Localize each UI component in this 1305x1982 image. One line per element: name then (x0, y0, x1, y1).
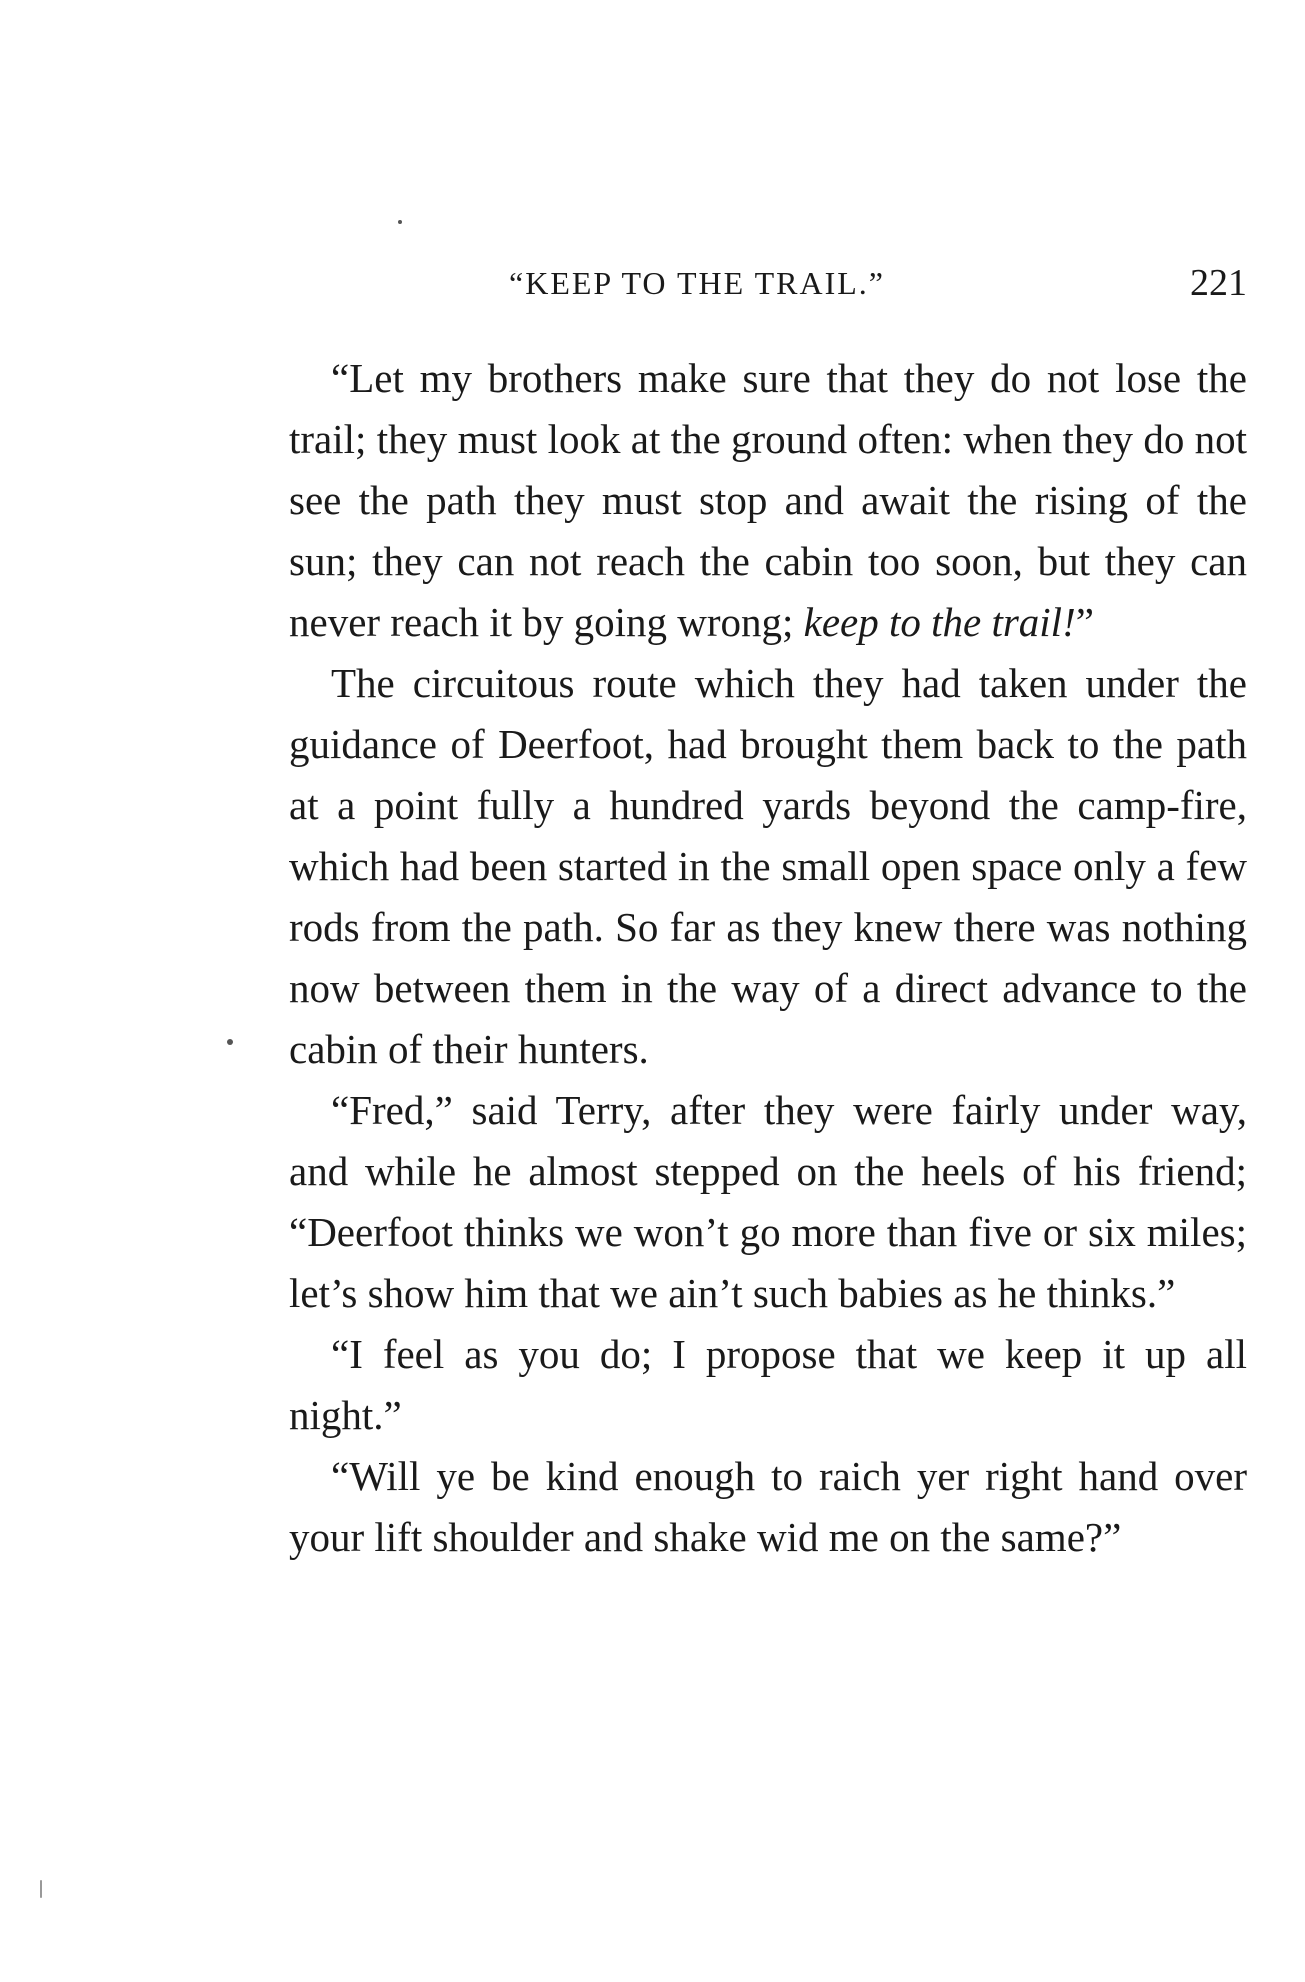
paragraph-text: “Will ye be kind enough to raich yer right hand over your lift shoulder and shake wid me on the same?” (289, 1453, 1247, 1560)
running-title: “KEEP TO THE TRAIL.” (509, 265, 885, 301)
paragraph-text: “Let my brothers make sure that they do not lose the trail; they must look at the ground often: when they do not see the path they must stop and await the rising of the sun; they can not reach the cabin too soon, but they can never reach it by going wrong; (289, 355, 1247, 645)
paragraph-text: The circuitous route which they had taken under the guidance of Deerfoot, had brought them back to the path at a point fully a hundred yards beyond the camp-fire, which had been started in the small open space only a few rods from the path. So far as they knew there was nothing now between them in the way of a direct advance to the cabin of their hunters. (289, 660, 1247, 1072)
paragraph-text: “Fred,” said Terry, after they were fairly under way, and while he almost stepped on the heels of his friend; “Deerfoot thinks we won’t go more than five or six miles; let’s show him that we ain’t such babies as he thinks.” (289, 1087, 1247, 1316)
paragraph (289, 653, 1247, 1080)
print-speck (40, 1880, 42, 1898)
paragraph (289, 348, 1247, 653)
closing-quote: ” (1075, 599, 1094, 645)
paragraph (289, 1446, 1247, 1568)
running-head (289, 258, 1247, 308)
body-text (289, 348, 1247, 1568)
page-number: 221 (1190, 262, 1247, 304)
paragraph-text: “I feel as you do; I propose that we keep it up all night.” (289, 1331, 1247, 1438)
print-speck (227, 1039, 233, 1045)
italic-phrase: keep to the trail! (803, 599, 1076, 645)
print-speck (398, 220, 402, 224)
paragraph (289, 1324, 1247, 1446)
paragraph (289, 1080, 1247, 1324)
